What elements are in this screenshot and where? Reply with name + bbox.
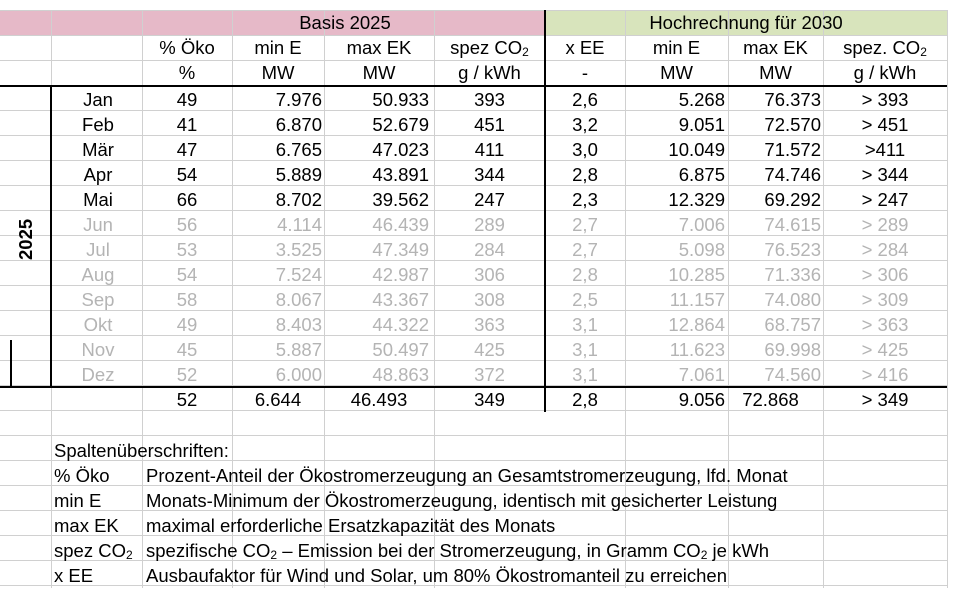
row-xee-cell: 2,6 [572, 89, 598, 110]
row-xee-cell: 2,5 [572, 289, 598, 310]
row-co2-30-cell: > 306 [861, 264, 909, 285]
row-month-cell: Apr [83, 164, 113, 185]
row-oeko-cell: 66 [176, 189, 198, 210]
row-month-cell: Mai [83, 189, 113, 210]
row-xee-cell: 3,0 [572, 139, 598, 160]
row-month-cell: Okt [83, 314, 113, 335]
col-co2-30-title-text: spez. CO [843, 37, 921, 58]
row-mine30-cell: 7.061 [678, 364, 725, 385]
row-mine30-cell: 11.623 [669, 339, 725, 360]
row-mine-cell: 8.067 [275, 289, 322, 310]
row-maxek30-cell: 74.746 [764, 164, 821, 185]
col-co2-unit: g / kWh [458, 62, 521, 83]
legend-description-text: Prozent-Anteil der Ökostromerzeugung an Gesamtstromerzeugung, lfd. Monat [146, 465, 788, 486]
row-mine30-cell: 7.006 [678, 214, 725, 235]
row-xee-cell: 3,1 [572, 314, 598, 335]
row-maxek30-cell: 76.523 [764, 239, 821, 260]
row-maxek-cell: 52.679 [372, 114, 429, 135]
row-xee-cell: 2,7 [572, 214, 598, 235]
row-maxek-cell: 48.863 [372, 364, 429, 385]
legend-description-text: spezifische CO [146, 540, 271, 561]
row-co2-cell: 363 [474, 314, 505, 335]
row-maxek30-cell: 76.373 [764, 89, 821, 110]
row-xee-cell: 3,2 [572, 114, 598, 135]
row-maxek30-cell: 68.757 [764, 314, 821, 335]
totals-top-line [0, 386, 947, 388]
row-maxek-cell: 39.562 [372, 189, 429, 210]
row-maxek-cell: 43.891 [372, 164, 429, 185]
legend-term-text: x EE [54, 565, 94, 586]
legend-term [54, 513, 142, 538]
legend-description [146, 538, 946, 563]
row-maxek30-cell: 71.336 [764, 264, 821, 285]
row-mine-cell: 8.702 [275, 189, 322, 210]
row-xee-cell: 3,1 [572, 364, 598, 385]
legend-term [54, 563, 142, 588]
row-month-cell: Nov [81, 339, 115, 360]
legend-term-text: % Öko [54, 465, 110, 486]
col-oeko-unit: % [178, 62, 196, 83]
col-mine30-title: min E [652, 37, 701, 58]
row-month-cell: Mär [82, 139, 114, 160]
col-mine30-unit: MW [660, 62, 693, 83]
row-maxek-cell: 44.322 [372, 314, 429, 335]
row-co2-cell: 372 [474, 364, 505, 385]
row-mine-cell: 7.524 [275, 264, 322, 285]
row-oeko-cell: 47 [176, 139, 198, 160]
col-mine-title: min E [254, 37, 302, 58]
col-oeko-title: % Öko [159, 37, 215, 58]
row-maxek-cell: 46.439 [372, 214, 429, 235]
row-co2-30-cell: > 344 [861, 164, 909, 185]
year-column-line [50, 86, 52, 387]
left-edge-line [10, 340, 12, 387]
legend-description-text: maximal erforderliche Ersatzkapazität des Monats [146, 515, 556, 536]
row-co2-cell: 284 [474, 239, 505, 260]
legend-term [54, 538, 142, 563]
row-maxek-cell: 50.497 [372, 339, 429, 360]
row-co2-cell: 425 [474, 339, 505, 360]
legend-description [146, 463, 946, 488]
row-oeko-cell: 54 [176, 164, 198, 185]
total-co2-30: > 349 [861, 389, 909, 410]
row-maxek30-cell: 74.615 [764, 214, 821, 235]
legend-term [54, 488, 142, 513]
row-month-cell: Jun [83, 214, 113, 235]
row-month-cell: Jan [83, 89, 113, 110]
total-mine: 6.644 [254, 389, 302, 410]
row-mine30-cell: 10.285 [668, 264, 725, 285]
row-oeko-cell: 52 [176, 364, 198, 385]
row-oeko-cell: 49 [176, 314, 198, 335]
row-oeko-cell: 58 [176, 289, 198, 310]
row-mine30-cell: 12.329 [668, 189, 725, 210]
row-co2-30-cell: > 284 [861, 239, 909, 260]
col-mine-unit: MW [261, 62, 295, 83]
row-mine-cell: 6.765 [275, 139, 322, 160]
legend-description-text: Ausbaufaktor für Wind und Solar, um 80% Ökostromanteil zu erreichen [146, 565, 727, 586]
row-oeko-cell: 53 [176, 239, 198, 260]
col-co2-30-title [823, 35, 947, 60]
legend-term-text: spez CO [54, 540, 126, 561]
total-maxek30: 72.868 [742, 389, 799, 410]
row-maxek30-cell: 74.560 [764, 364, 821, 385]
row-mine30-cell: 9.051 [678, 114, 725, 135]
col-xee-title: x EE [565, 37, 605, 58]
row-maxek30-cell: 69.292 [764, 189, 821, 210]
row-month-cell: Sep [81, 289, 115, 310]
basis-group-title: Basis 2025 [299, 12, 391, 33]
row-co2-cell: 247 [474, 189, 505, 210]
row-co2-30-cell: > 416 [861, 364, 909, 385]
col-co2-title-sub: 2 [522, 45, 529, 59]
col-co2-title-text: spez CO [450, 37, 523, 58]
row-co2-cell: 451 [474, 114, 505, 135]
row-maxek30-cell: 74.080 [764, 289, 821, 310]
row-xee-cell: 2,8 [572, 264, 598, 285]
row-co2-cell: 393 [474, 89, 505, 110]
row-mine-cell: 3.525 [275, 239, 322, 260]
forecast-group-title: Hochrechnung für 2030 [649, 12, 843, 33]
grid-line-vertical [947, 10, 948, 588]
row-mine-cell: 6.870 [275, 114, 322, 135]
row-xee-cell: 2,3 [572, 189, 598, 210]
row-maxek-cell: 42.987 [372, 264, 429, 285]
legend-description-subscript: 2 [700, 548, 708, 562]
row-co2-30-cell: > 289 [861, 214, 909, 235]
row-oeko-cell: 41 [176, 114, 198, 135]
row-co2-30-cell: > 393 [861, 89, 909, 110]
col-maxek-unit: MW [362, 62, 396, 83]
row-co2-30-cell: > 309 [861, 289, 909, 310]
header-bottom-line [0, 85, 947, 87]
row-month-cell: Dez [81, 364, 115, 385]
row-oeko-cell: 49 [176, 89, 198, 110]
row-co2-30-cell: > 425 [861, 339, 909, 360]
row-mine-cell: 8.403 [275, 314, 322, 335]
row-mine-cell: 4.114 [277, 214, 322, 235]
row-mine-cell: 5.887 [275, 339, 322, 360]
legend-description [146, 488, 946, 513]
legend-description-text: – Emission bei der Stromerzeugung, in Gramm CO [277, 540, 701, 561]
row-maxek-cell: 47.023 [372, 139, 429, 160]
total-mine30: 9.056 [678, 389, 725, 410]
legend-description [146, 563, 946, 588]
row-oeko-cell: 54 [176, 264, 198, 285]
row-month-cell: Jul [86, 239, 110, 260]
legend-term-subscript: 2 [125, 548, 133, 562]
legend-term-text: min E [54, 490, 102, 511]
row-maxek-cell: 43.367 [372, 289, 429, 310]
grid-line-horizontal [0, 435, 948, 436]
legend-description [146, 513, 946, 538]
row-co2-cell: 344 [474, 164, 505, 185]
legend-term-text: max EK [54, 515, 119, 536]
total-co2: 349 [474, 389, 505, 410]
legend-description-text: je kWh [707, 540, 770, 561]
divider-basis-forecast [544, 10, 546, 412]
col-xee-unit: - [581, 62, 589, 83]
row-mine-cell: 5.889 [275, 164, 322, 185]
row-co2-cell: 306 [474, 264, 505, 285]
col-co2-30-title-sub: 2 [920, 45, 927, 59]
col-maxek-title: max EK [346, 37, 412, 58]
total-oeko: 52 [176, 389, 198, 410]
row-xee-cell: 2,8 [572, 164, 598, 185]
row-oeko-cell: 56 [176, 214, 198, 235]
row-co2-cell: 289 [474, 214, 505, 235]
total-xee: 2,8 [572, 389, 598, 410]
row-co2-cell: 308 [474, 289, 505, 310]
row-mine30-cell: 6.875 [678, 164, 725, 185]
row-mine30-cell: 10.049 [668, 139, 725, 160]
row-co2-cell: 411 [474, 139, 505, 160]
row-mine30-cell: 11.157 [669, 289, 725, 310]
row-mine-cell: 6.000 [275, 364, 322, 385]
row-co2-30-cell: >411 [864, 139, 906, 160]
row-xee-cell: 2,7 [572, 239, 598, 260]
row-mine30-cell: 12.864 [668, 314, 725, 335]
col-maxek30-unit: MW [759, 62, 792, 83]
row-maxek30-cell: 71.572 [764, 139, 821, 160]
total-maxek: 46.493 [350, 389, 408, 410]
row-co2-30-cell: > 451 [861, 114, 909, 135]
row-xee-cell: 3,1 [572, 339, 598, 360]
col-co2-title [434, 35, 545, 60]
row-maxek-cell: 47.349 [372, 239, 429, 260]
row-maxek30-cell: 72.570 [764, 114, 821, 135]
col-co2-30-unit: g / kWh [853, 62, 917, 83]
legend-description-subscript: 2 [270, 548, 278, 562]
row-month-cell: Feb [82, 114, 114, 135]
row-maxek-cell: 50.933 [372, 89, 429, 110]
row-maxek30-cell: 69.998 [764, 339, 821, 360]
year-label: 2025 [15, 218, 36, 260]
row-co2-30-cell: > 247 [861, 189, 909, 210]
row-month-cell: Aug [81, 264, 115, 285]
legend-heading: Spaltenüberschriften: [54, 440, 229, 461]
row-oeko-cell: 45 [176, 339, 198, 360]
row-mine-cell: 7.976 [275, 89, 322, 110]
row-mine30-cell: 5.098 [678, 239, 725, 260]
col-maxek30-title: max EK [743, 37, 808, 58]
legend-description-text: Monats-Minimum der Ökostromerzeugung, identisch mit gesicherter Leistung [146, 490, 778, 511]
row-co2-30-cell: > 363 [861, 314, 909, 335]
row-mine30-cell: 5.268 [678, 89, 725, 110]
legend-term [54, 463, 142, 488]
